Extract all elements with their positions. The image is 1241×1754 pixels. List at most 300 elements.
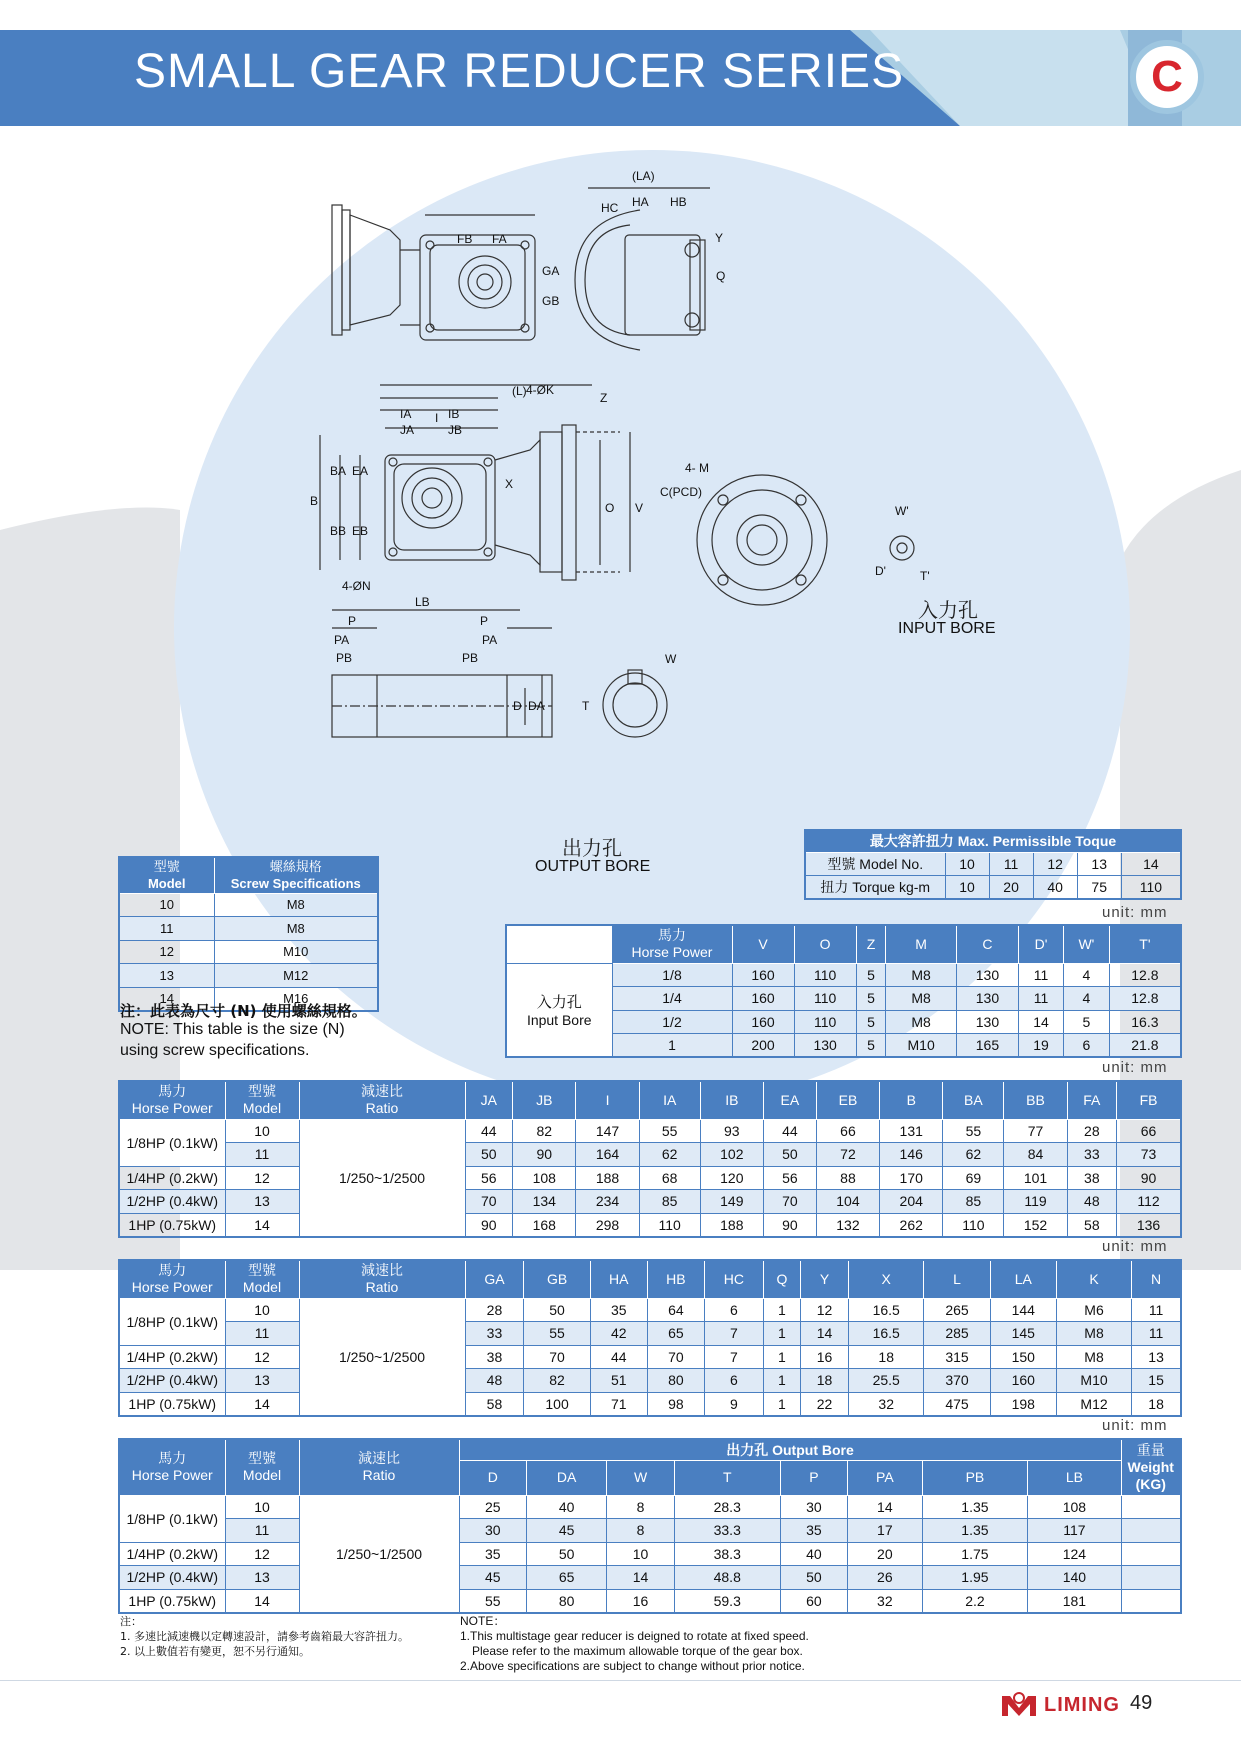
table-cell	[1121, 1566, 1181, 1590]
column-header: 馬力 Horse Power	[612, 925, 732, 963]
column-header: I	[576, 1081, 639, 1119]
column-header: HB	[647, 1260, 704, 1298]
dim-label: BA	[330, 464, 347, 478]
dim-label: FB	[457, 232, 473, 246]
dim-label: W	[665, 652, 677, 666]
table-cell: 14	[607, 1566, 675, 1590]
table-cell: M8	[886, 987, 957, 1011]
table-cell: 1/250~1/2500	[299, 1119, 465, 1237]
table-cell: 22	[800, 1392, 848, 1416]
table-cell: 33	[1067, 1143, 1116, 1167]
table-cell: 2.2	[922, 1589, 1028, 1613]
table-cell: M8	[886, 1010, 957, 1034]
table-cell: 42	[590, 1322, 647, 1346]
column-header	[506, 925, 612, 963]
screw-note-zh: 注：此表為尺寸 (N) 使用螺絲規格。	[120, 1002, 367, 1020]
model-cell: 12	[1033, 852, 1077, 876]
table-cell: 1HP (0.75kW)	[119, 1589, 225, 1613]
table-cell: 6	[704, 1369, 763, 1393]
table-cell: 315	[924, 1345, 990, 1369]
table-cell: 234	[576, 1190, 639, 1214]
screw-cell: M16	[214, 987, 378, 1011]
column-header: 減速比 Ratio	[299, 1260, 465, 1298]
column-header: Z	[856, 925, 886, 963]
column-header: T	[674, 1461, 780, 1495]
table-cell: 25.5	[849, 1369, 924, 1393]
table-cell: 8	[607, 1495, 675, 1519]
screw-cell: M10	[214, 940, 378, 964]
table-cell: 80	[527, 1589, 607, 1613]
table-cell: 4	[1064, 963, 1110, 987]
model-cell: 13	[119, 964, 214, 988]
column-header: P	[780, 1461, 848, 1495]
table-cell: 85	[639, 1190, 700, 1214]
column-header: EB	[816, 1081, 879, 1119]
table-cell: 5	[856, 963, 886, 987]
table-cell: 170	[880, 1166, 943, 1190]
dim-label: D'	[875, 564, 886, 578]
table-cell: 164	[576, 1143, 639, 1167]
table-cell: 70	[763, 1190, 816, 1214]
table-cell: 80	[647, 1369, 704, 1393]
table-cell: 18	[1132, 1392, 1181, 1416]
table-cell: 16	[800, 1345, 848, 1369]
table-cell	[1121, 1495, 1181, 1519]
table-cell: 1HP (0.75kW)	[119, 1213, 225, 1237]
table-cell	[1121, 1589, 1181, 1613]
table-cell: 1/2	[612, 1010, 732, 1034]
table-cell: 1.75	[922, 1542, 1028, 1566]
table-cell: 56	[465, 1166, 513, 1190]
column-header: HC	[704, 1260, 763, 1298]
table-cell: 70	[647, 1345, 704, 1369]
table-cell: 110	[943, 1213, 1004, 1237]
table-cell: 370	[924, 1369, 990, 1393]
table-cell: 35	[780, 1519, 848, 1543]
table-cell: 265	[924, 1298, 990, 1322]
table-cell: 84	[1004, 1143, 1067, 1167]
table-cell: 28	[1067, 1119, 1116, 1143]
screw-cell: M8	[214, 917, 378, 941]
column-header: HA	[590, 1260, 647, 1298]
model-cell: 11	[989, 852, 1033, 876]
table-cell: 168	[513, 1213, 576, 1237]
table-cell: 13	[225, 1190, 299, 1214]
column-header: BB	[1004, 1081, 1067, 1119]
dimension-table-1	[118, 1080, 1182, 1238]
table-cell: 11	[1018, 987, 1063, 1011]
table-cell: 5	[1064, 1010, 1110, 1034]
table-cell: 16	[607, 1589, 675, 1613]
table-cell: 85	[943, 1190, 1004, 1214]
dim-label: EB	[352, 524, 369, 538]
table-cell: 124	[1028, 1542, 1121, 1566]
table-cell: M8	[1056, 1322, 1131, 1346]
column-header: DA	[527, 1461, 607, 1495]
liming-logo-icon	[1000, 1692, 1038, 1718]
table-cell: 1/8HP (0.1kW)	[119, 1119, 225, 1166]
table-cell: 4	[1064, 987, 1110, 1011]
table-cell: 44	[590, 1345, 647, 1369]
table-cell: M10	[886, 1034, 957, 1058]
table-cell: 10	[225, 1298, 299, 1322]
table-cell: M12	[1056, 1392, 1131, 1416]
column-header: B	[880, 1081, 943, 1119]
model-cell: 13	[1077, 852, 1121, 876]
dim-label: FA	[492, 232, 507, 246]
column-header: V	[732, 925, 794, 963]
table-cell: 68	[639, 1166, 700, 1190]
table-cell: 35	[459, 1542, 527, 1566]
table-cell: 13	[225, 1369, 299, 1393]
dim-label: (LA)	[632, 169, 655, 183]
table-cell: 1HP (0.75kW)	[119, 1392, 225, 1416]
dim-label: X	[505, 477, 514, 491]
table-cell: 130	[794, 1034, 856, 1058]
weight-header: 重量 Weight (KG)	[1121, 1439, 1181, 1495]
table-cell: 33	[465, 1322, 524, 1346]
column-header: 減速比 Ratio	[299, 1081, 465, 1119]
table-cell: 130	[956, 987, 1018, 1011]
table-cell: 475	[924, 1392, 990, 1416]
table-cell: 160	[732, 1010, 794, 1034]
table-cell: 6	[1064, 1034, 1110, 1058]
table-cell: 73	[1117, 1143, 1181, 1167]
table-cell: 70	[524, 1345, 590, 1369]
dim-label: V	[635, 501, 644, 515]
table-cell: 45	[459, 1566, 527, 1590]
table-cell: 10	[225, 1119, 299, 1143]
table-cell: 12.8	[1109, 987, 1181, 1011]
unit-label: unit: mm	[1102, 1059, 1168, 1076]
column-header: GA	[465, 1260, 524, 1298]
table-cell: 10	[607, 1542, 675, 1566]
table-cell: 20	[848, 1542, 922, 1566]
table-cell: 50	[465, 1143, 513, 1167]
table-cell: 9	[704, 1392, 763, 1416]
unit-label: unit: mm	[1102, 1417, 1168, 1434]
table-cell: 108	[1028, 1495, 1121, 1519]
brand-logo	[1000, 1692, 1120, 1718]
table-cell: 16.3	[1109, 1010, 1181, 1034]
model-cell: 10	[945, 852, 989, 876]
table-cell: 50	[780, 1566, 848, 1590]
dim-label: T'	[920, 569, 930, 583]
table-cell: 38.3	[674, 1542, 780, 1566]
table-cell: 59.3	[674, 1589, 780, 1613]
table-cell: 25	[459, 1495, 527, 1519]
table-cell: 8	[607, 1519, 675, 1543]
table-cell: 48	[1067, 1190, 1116, 1214]
input-bore-table	[505, 924, 1182, 1058]
table-cell: 188	[700, 1213, 763, 1237]
table-cell: 30	[780, 1495, 848, 1519]
table-cell: 1	[763, 1322, 800, 1346]
max-torque-table	[804, 829, 1182, 900]
dim-label: I	[435, 411, 439, 425]
table-cell: 108	[513, 1166, 576, 1190]
model-cell: 14	[1121, 852, 1181, 876]
screw-cell: M8	[214, 893, 378, 917]
dim-label: BB	[330, 524, 347, 538]
table-cell: 90	[465, 1213, 513, 1237]
table-cell: 51	[590, 1369, 647, 1393]
table-cell: 65	[647, 1322, 704, 1346]
dim-label: PB	[462, 651, 479, 665]
dim-label: T	[582, 699, 590, 713]
dim-label: GA	[542, 264, 560, 278]
unit-label: unit: mm	[1102, 904, 1168, 921]
table-cell: 104	[816, 1190, 879, 1214]
table-cell: 90	[763, 1213, 816, 1237]
table-cell: 1.35	[922, 1495, 1028, 1519]
column-header: T'	[1109, 925, 1181, 963]
table-cell: 1	[763, 1345, 800, 1369]
table-cell: 14	[1018, 1010, 1063, 1034]
table-cell: 32	[848, 1589, 922, 1613]
table-cell: 1	[763, 1392, 800, 1416]
output-bore-group-header: 出力孔 Output Bore	[459, 1439, 1121, 1461]
table-cell: 200	[732, 1034, 794, 1058]
table-cell: 55	[943, 1119, 1004, 1143]
column-header: PA	[848, 1461, 922, 1495]
table-cell: 11	[225, 1143, 299, 1167]
model-cell: 14	[119, 987, 214, 1011]
table-cell: 1/250~1/2500	[299, 1298, 465, 1416]
table-cell: 14	[800, 1322, 848, 1346]
table-cell: 98	[647, 1392, 704, 1416]
table-cell: 15	[1132, 1369, 1181, 1393]
screw-spec-table	[118, 856, 379, 1012]
page-header	[0, 30, 1241, 128]
table-cell: 11	[1018, 963, 1063, 987]
table-cell: 100	[524, 1392, 590, 1416]
table-cell: 71	[590, 1392, 647, 1416]
column-header: Y	[800, 1260, 848, 1298]
table-cell: M6	[1056, 1298, 1131, 1322]
column-header: O	[794, 925, 856, 963]
screw-cell: M12	[214, 964, 378, 988]
torque-table-title: 最大容許扭力 Max. Permissible Toque	[805, 830, 1181, 852]
dim-label: DA	[528, 699, 545, 713]
table-cell: 72	[816, 1143, 879, 1167]
table-cell: 13	[1132, 1345, 1181, 1369]
table-cell: 5	[856, 1010, 886, 1034]
dim-label: W'	[895, 504, 909, 518]
table-cell: 17	[848, 1519, 922, 1543]
table-cell: 1/4HP (0.2kW)	[119, 1345, 225, 1369]
column-header: JB	[513, 1081, 576, 1119]
column-header: 減速比 Ratio	[299, 1439, 459, 1495]
column-header: 螺絲規格 Screw Specifications	[214, 857, 378, 893]
table-cell: M8	[1056, 1345, 1131, 1369]
table-cell: 1/250~1/2500	[299, 1495, 459, 1613]
table-cell: 130	[956, 1010, 1018, 1034]
table-cell: 110	[794, 963, 856, 987]
table-cell: 32	[849, 1392, 924, 1416]
table-cell: 1	[763, 1298, 800, 1322]
column-header: 型號 Model	[225, 1081, 299, 1119]
table-cell: 12	[225, 1542, 299, 1566]
torque-row-label: 扭力 Torque kg-m	[805, 876, 945, 900]
notes-zh: 注： 1. 多速比減速機以定轉速設計，請參考齒箱最大容許扭力。 2. 以上數值若有變更，恕不另行通知。	[120, 1615, 409, 1658]
table-cell: 55	[639, 1119, 700, 1143]
table-cell: 18	[800, 1369, 848, 1393]
table-cell: 90	[1117, 1166, 1181, 1190]
table-cell: 11	[1132, 1298, 1181, 1322]
table-cell: 50	[763, 1143, 816, 1167]
table-cell: 110	[639, 1213, 700, 1237]
dim-label: O	[605, 501, 615, 515]
table-cell: 131	[880, 1119, 943, 1143]
table-cell: 1/2HP (0.4kW)	[119, 1190, 225, 1214]
table-cell: 56	[763, 1166, 816, 1190]
column-header: IA	[639, 1081, 700, 1119]
dim-label: GB	[542, 294, 560, 308]
page-title: SMALL GEAR REDUCER SERIES	[134, 45, 905, 98]
table-cell: 50	[524, 1298, 590, 1322]
table-cell: 14	[225, 1213, 299, 1237]
table-cell: 48.8	[674, 1566, 780, 1590]
table-cell: 35	[590, 1298, 647, 1322]
table-cell: 13	[225, 1566, 299, 1590]
table-cell: 145	[990, 1322, 1056, 1346]
table-cell: 93	[700, 1119, 763, 1143]
table-cell: 119	[1004, 1190, 1067, 1214]
unit-label: unit: mm	[1102, 1238, 1168, 1255]
table-cell: 16.5	[849, 1298, 924, 1322]
table-cell: 19	[1018, 1034, 1063, 1058]
table-cell: 146	[880, 1143, 943, 1167]
table-cell: 285	[924, 1322, 990, 1346]
table-cell: 110	[794, 987, 856, 1011]
table-cell: 165	[956, 1034, 1018, 1058]
torque-cell: 10	[945, 876, 989, 900]
column-header: Q	[763, 1260, 800, 1298]
table-cell: 149	[700, 1190, 763, 1214]
table-cell: 181	[1028, 1589, 1121, 1613]
table-cell: 66	[1117, 1119, 1181, 1143]
table-cell: 1	[763, 1369, 800, 1393]
column-header: LA	[990, 1260, 1056, 1298]
table-cell: 7	[704, 1322, 763, 1346]
column-header: 馬力 Horse Power	[119, 1260, 225, 1298]
dim-label: B	[310, 494, 319, 508]
table-cell: 55	[459, 1589, 527, 1613]
table-cell: 62	[639, 1143, 700, 1167]
table-cell: 1/2HP (0.4kW)	[119, 1369, 225, 1393]
column-header: C	[956, 925, 1018, 963]
column-header: LB	[1028, 1461, 1121, 1495]
column-header: 型號 Model	[119, 857, 214, 893]
table-cell: 7	[704, 1345, 763, 1369]
table-cell: 45	[527, 1519, 607, 1543]
table-cell: 1/8	[612, 963, 732, 987]
column-header: N	[1132, 1260, 1181, 1298]
table-cell: 101	[1004, 1166, 1067, 1190]
column-header: FB	[1117, 1081, 1181, 1119]
table-cell: 152	[1004, 1213, 1067, 1237]
table-cell: 28.3	[674, 1495, 780, 1519]
model-cell: 11	[119, 917, 214, 941]
table-cell: 160	[732, 987, 794, 1011]
table-cell: 150	[990, 1345, 1056, 1369]
screw-note-en-1: NOTE: This table is the size (N)	[120, 1021, 345, 1038]
table-cell: 188	[576, 1166, 639, 1190]
dim-label: IB	[448, 407, 460, 421]
table-cell: M10	[1056, 1369, 1131, 1393]
table-cell: 160	[732, 963, 794, 987]
column-header: 馬力 Horse Power	[119, 1439, 225, 1495]
column-header: W	[607, 1461, 675, 1495]
model-cell: 12	[119, 940, 214, 964]
table-cell: 40	[527, 1495, 607, 1519]
technical-drawing	[310, 169, 1030, 850]
column-header: EA	[763, 1081, 816, 1119]
table-cell: 44	[465, 1119, 513, 1143]
page-number: 49	[1130, 1692, 1153, 1714]
table-cell: 11	[1132, 1322, 1181, 1346]
column-header: GB	[524, 1260, 590, 1298]
torque-cell: 110	[1121, 876, 1181, 900]
dim-label: HA	[632, 195, 649, 209]
column-header: FA	[1067, 1081, 1116, 1119]
table-cell: 10	[225, 1495, 299, 1519]
table-cell: 134	[513, 1190, 576, 1214]
dimension-table-2	[118, 1259, 1182, 1417]
table-cell: 1/8HP (0.1kW)	[119, 1495, 225, 1542]
output-bore-caption-en: OUTPUT BORE	[535, 858, 651, 875]
dim-label: 4-ØK	[526, 383, 555, 397]
table-cell: 1.35	[922, 1519, 1028, 1543]
table-cell: 12	[225, 1166, 299, 1190]
table-cell: 64	[647, 1298, 704, 1322]
table-cell: 66	[816, 1119, 879, 1143]
table-cell: 136	[1117, 1213, 1181, 1237]
dim-label: C(PCD)	[660, 485, 702, 499]
column-header: L	[924, 1260, 990, 1298]
dim-label: D	[513, 699, 522, 713]
column-header: IB	[700, 1081, 763, 1119]
column-header: 型號 Model	[225, 1439, 299, 1495]
table-cell: 1/4	[612, 987, 732, 1011]
table-cell: 147	[576, 1119, 639, 1143]
dim-label: (L)	[512, 384, 527, 398]
table-cell	[1121, 1519, 1181, 1543]
table-cell: 1/4HP (0.2kW)	[119, 1166, 225, 1190]
torque-row-label: 型號 Model No.	[805, 852, 945, 876]
table-cell: 30	[459, 1519, 527, 1543]
brand-name: LIMING	[1044, 1693, 1120, 1716]
table-cell: 1/4HP (0.2kW)	[119, 1542, 225, 1566]
table-cell: 58	[1067, 1213, 1116, 1237]
table-cell: 82	[513, 1119, 576, 1143]
table-cell: 5	[856, 987, 886, 1011]
table-cell: 18	[849, 1345, 924, 1369]
dim-label: P	[348, 614, 357, 628]
dim-label: 4-ØN	[342, 579, 371, 593]
table-cell: 16.5	[849, 1322, 924, 1346]
table-cell: 132	[816, 1213, 879, 1237]
table-cell: 77	[1004, 1119, 1067, 1143]
table-cell: 5	[856, 1034, 886, 1058]
dim-label: JB	[448, 423, 463, 437]
dim-label: IA	[400, 407, 412, 421]
table-cell: 11	[225, 1519, 299, 1543]
column-header: D	[459, 1461, 527, 1495]
column-header: BA	[943, 1081, 1004, 1119]
input-bore-caption-en: INPUT BORE	[898, 620, 996, 637]
